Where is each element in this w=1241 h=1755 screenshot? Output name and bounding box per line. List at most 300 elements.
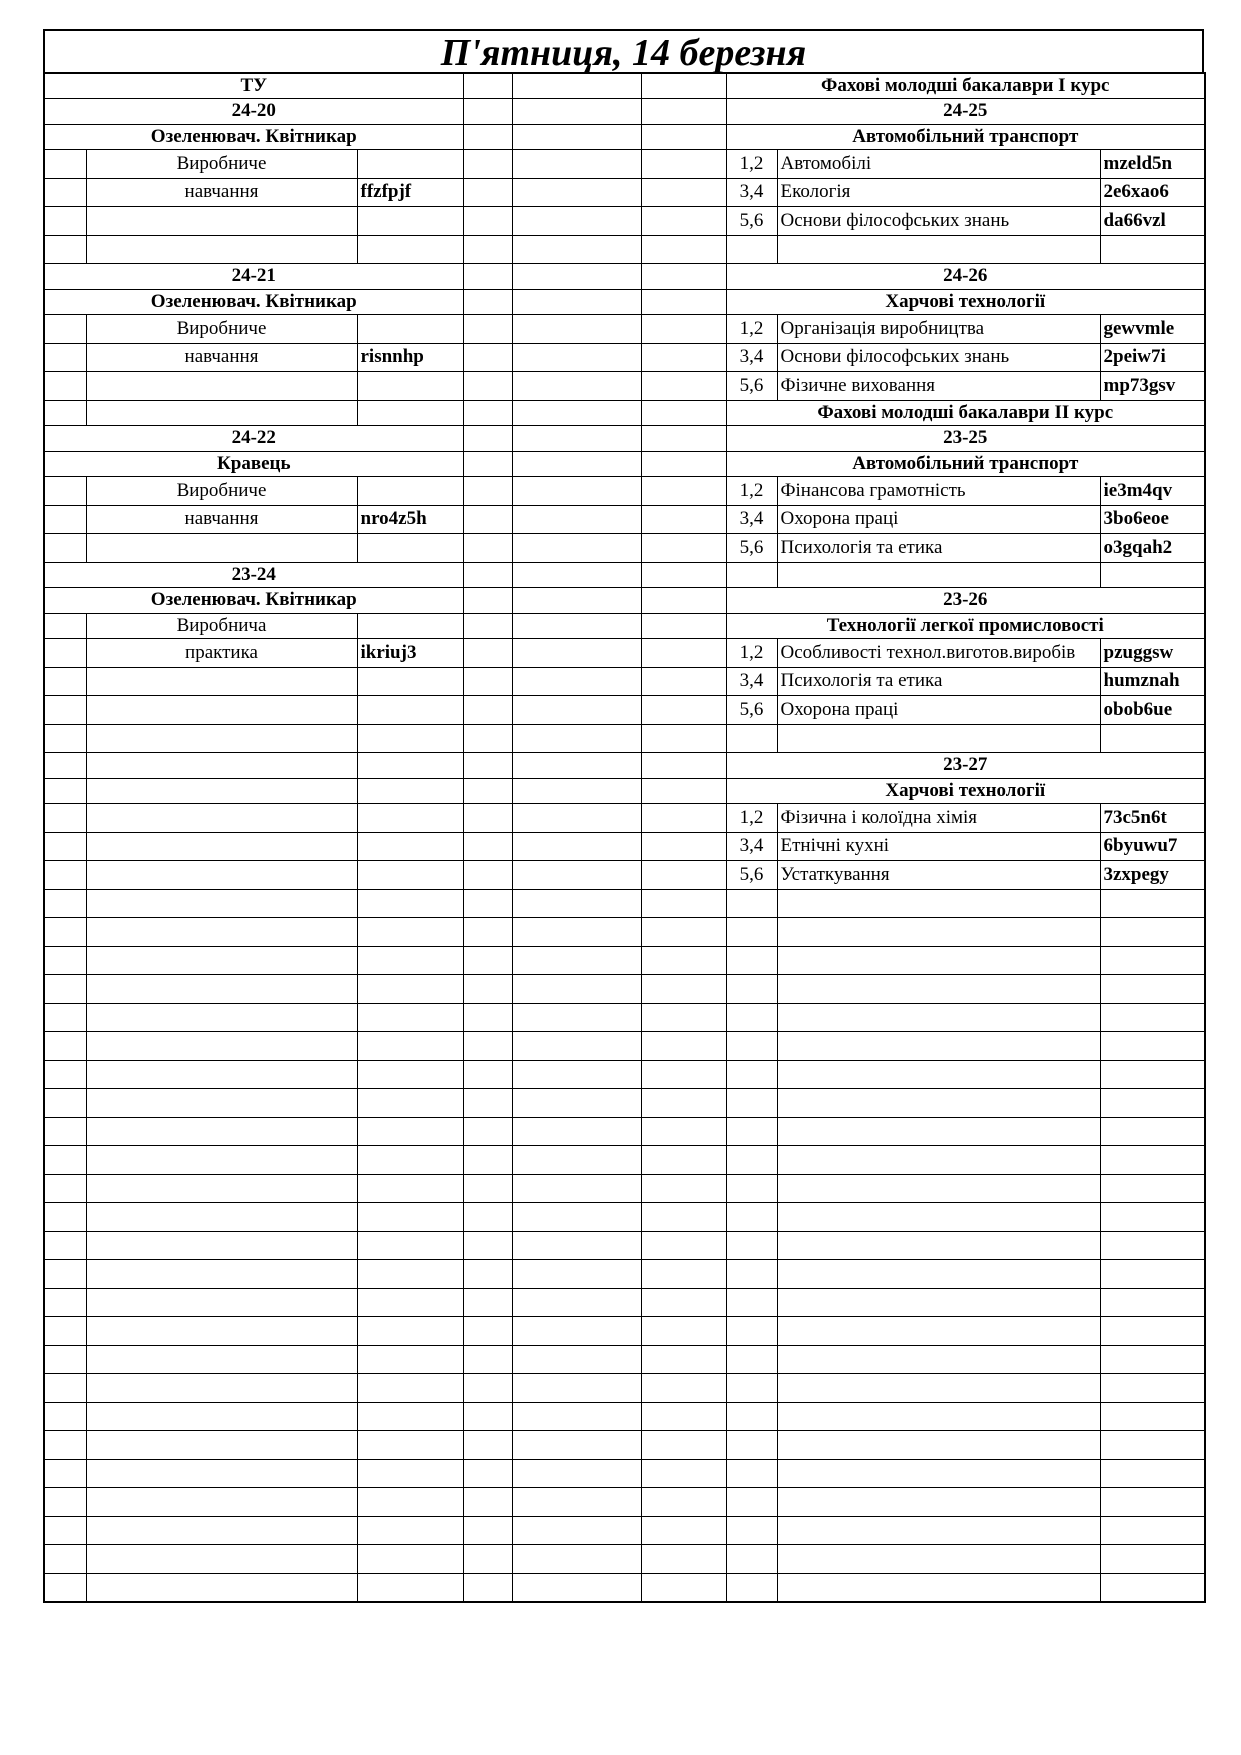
grid-cell bbox=[726, 1117, 777, 1146]
grid-cell bbox=[463, 588, 512, 614]
grid-cell bbox=[44, 343, 86, 372]
grid-cell bbox=[44, 946, 86, 975]
table-row bbox=[44, 1003, 1205, 1032]
grid-cell bbox=[641, 1231, 726, 1260]
grid-cell bbox=[1100, 1231, 1205, 1260]
grid-cell bbox=[1100, 1402, 1205, 1431]
grid-cell bbox=[512, 99, 641, 125]
course-header: Фахові молодші бакалаври ІІ курс bbox=[726, 400, 1205, 426]
practice-label: Виробниче bbox=[86, 315, 357, 344]
grid-cell bbox=[777, 1345, 1100, 1374]
grid-cell bbox=[463, 451, 512, 477]
grid-cell bbox=[641, 1488, 726, 1517]
grid-cell bbox=[44, 1345, 86, 1374]
grid-cell bbox=[1100, 1488, 1205, 1517]
grid-cell bbox=[44, 1231, 86, 1260]
grid-cell bbox=[1100, 1117, 1205, 1146]
group-specialty: Харчові технології bbox=[726, 778, 1205, 804]
grid-cell bbox=[777, 1488, 1100, 1517]
table-row bbox=[44, 505, 1205, 534]
grid-cell bbox=[641, 505, 726, 534]
grid-cell bbox=[463, 505, 512, 534]
grid-cell bbox=[357, 889, 463, 918]
subject-name: Етнічні кухні bbox=[777, 832, 1100, 861]
lesson-code: da66vzl bbox=[1100, 207, 1205, 236]
subject-name: Фінансова грамотність bbox=[777, 477, 1100, 506]
grid-cell bbox=[641, 343, 726, 372]
grid-cell bbox=[512, 1459, 641, 1488]
grid-cell bbox=[44, 639, 86, 668]
grid-cell bbox=[463, 946, 512, 975]
grid-cell bbox=[357, 1032, 463, 1061]
group-number: 23-24 bbox=[44, 562, 463, 588]
table-row bbox=[44, 1060, 1205, 1089]
grid-cell bbox=[86, 1488, 357, 1517]
grid-cell bbox=[641, 639, 726, 668]
table-row bbox=[44, 534, 1205, 563]
grid-cell bbox=[44, 1003, 86, 1032]
subject-name: Охорона праці bbox=[777, 696, 1100, 725]
grid-cell bbox=[1100, 1573, 1205, 1602]
grid-cell bbox=[641, 1203, 726, 1232]
grid-cell bbox=[512, 1174, 641, 1203]
grid-cell bbox=[86, 1089, 357, 1118]
grid-cell bbox=[463, 562, 512, 588]
grid-cell bbox=[641, 1459, 726, 1488]
table-row bbox=[44, 73, 1205, 99]
grid-cell bbox=[641, 1117, 726, 1146]
practice-code bbox=[357, 150, 463, 179]
grid-cell bbox=[463, 1488, 512, 1517]
lesson-code: 3zxpegy bbox=[1100, 861, 1205, 890]
grid-cell bbox=[726, 889, 777, 918]
grid-cell bbox=[512, 343, 641, 372]
grid-cell bbox=[44, 1060, 86, 1089]
grid-cell bbox=[512, 613, 641, 639]
grid-cell bbox=[512, 289, 641, 315]
grid-cell bbox=[357, 724, 463, 753]
lesson-code: 6byuwu7 bbox=[1100, 832, 1205, 861]
practice-code: ikriuj3 bbox=[357, 639, 463, 668]
grid-cell bbox=[463, 1260, 512, 1289]
grid-cell bbox=[641, 918, 726, 947]
table-row bbox=[44, 613, 1205, 639]
grid-cell bbox=[463, 289, 512, 315]
grid-cell bbox=[44, 804, 86, 833]
grid-cell bbox=[641, 73, 726, 99]
grid-cell bbox=[777, 1089, 1100, 1118]
grid-cell bbox=[44, 372, 86, 401]
grid-cell bbox=[463, 832, 512, 861]
grid-cell bbox=[1100, 1203, 1205, 1232]
practice-code bbox=[357, 315, 463, 344]
group-number: 23-25 bbox=[726, 426, 1205, 452]
table-row bbox=[44, 426, 1205, 452]
grid-cell bbox=[86, 1060, 357, 1089]
table-row bbox=[44, 207, 1205, 236]
grid-cell bbox=[357, 372, 463, 401]
table-row bbox=[44, 861, 1205, 890]
grid-cell bbox=[641, 124, 726, 150]
grid-cell bbox=[86, 1146, 357, 1175]
grid-cell bbox=[463, 1174, 512, 1203]
grid-cell bbox=[641, 534, 726, 563]
grid-cell bbox=[44, 753, 86, 779]
grid-cell bbox=[512, 975, 641, 1004]
grid-cell bbox=[777, 235, 1100, 264]
grid-cell bbox=[641, 477, 726, 506]
pair-number: 5,6 bbox=[726, 534, 777, 563]
grid-cell bbox=[777, 1431, 1100, 1460]
grid-cell bbox=[357, 1317, 463, 1346]
grid-cell bbox=[463, 613, 512, 639]
grid-cell bbox=[641, 1545, 726, 1574]
grid-cell bbox=[463, 534, 512, 563]
grid-cell bbox=[726, 1089, 777, 1118]
grid-cell bbox=[641, 667, 726, 696]
grid-cell bbox=[777, 1117, 1100, 1146]
grid-cell bbox=[1100, 1317, 1205, 1346]
grid-cell bbox=[512, 1260, 641, 1289]
table-row bbox=[44, 1545, 1205, 1574]
grid-cell bbox=[641, 1146, 726, 1175]
grid-cell bbox=[777, 724, 1100, 753]
grid-cell bbox=[1100, 1003, 1205, 1032]
subject-name: Автомобілі bbox=[777, 150, 1100, 179]
grid-cell bbox=[44, 918, 86, 947]
grid-cell bbox=[86, 724, 357, 753]
grid-cell bbox=[512, 588, 641, 614]
grid-cell bbox=[44, 1117, 86, 1146]
table-row bbox=[44, 1431, 1205, 1460]
grid-cell bbox=[44, 400, 86, 426]
table-row bbox=[44, 99, 1205, 125]
subject-name: Фізичне виховання bbox=[777, 372, 1100, 401]
grid-cell bbox=[463, 918, 512, 947]
table-row bbox=[44, 975, 1205, 1004]
grid-cell bbox=[463, 1345, 512, 1374]
grid-cell bbox=[512, 667, 641, 696]
grid-cell bbox=[357, 534, 463, 563]
table-row bbox=[44, 289, 1205, 315]
grid-cell bbox=[726, 1516, 777, 1545]
grid-cell bbox=[512, 1545, 641, 1574]
grid-cell bbox=[641, 804, 726, 833]
grid-cell bbox=[641, 1260, 726, 1289]
grid-cell bbox=[86, 832, 357, 861]
grid-cell bbox=[726, 1032, 777, 1061]
grid-cell bbox=[86, 534, 357, 563]
grid-cell bbox=[777, 1459, 1100, 1488]
grid-cell bbox=[777, 918, 1100, 947]
grid-cell bbox=[463, 1402, 512, 1431]
grid-cell bbox=[1100, 946, 1205, 975]
grid-cell bbox=[463, 372, 512, 401]
grid-cell bbox=[641, 1345, 726, 1374]
grid-cell bbox=[726, 562, 777, 588]
grid-cell bbox=[44, 534, 86, 563]
lesson-code: pzuggsw bbox=[1100, 639, 1205, 668]
grid-cell bbox=[357, 861, 463, 890]
table-row bbox=[44, 724, 1205, 753]
grid-cell bbox=[44, 1174, 86, 1203]
grid-cell bbox=[357, 804, 463, 833]
grid-cell bbox=[44, 1374, 86, 1403]
grid-cell bbox=[641, 753, 726, 779]
grid-cell bbox=[512, 264, 641, 290]
grid-cell bbox=[44, 150, 86, 179]
grid-cell bbox=[1100, 975, 1205, 1004]
grid-cell bbox=[777, 1174, 1100, 1203]
group-specialty: Технології легкої промисловості bbox=[726, 613, 1205, 639]
grid-cell bbox=[357, 400, 463, 426]
grid-cell bbox=[86, 753, 357, 779]
grid-cell bbox=[641, 315, 726, 344]
grid-cell bbox=[777, 1146, 1100, 1175]
table-row bbox=[44, 451, 1205, 477]
table-row bbox=[44, 264, 1205, 290]
pair-number: 3,4 bbox=[726, 667, 777, 696]
group-specialty: Кравець bbox=[44, 451, 463, 477]
grid-cell bbox=[777, 1573, 1100, 1602]
grid-cell bbox=[357, 1345, 463, 1374]
grid-cell bbox=[641, 207, 726, 236]
group-number: 24-20 bbox=[44, 99, 463, 125]
grid-cell bbox=[463, 753, 512, 779]
grid-cell bbox=[641, 1573, 726, 1602]
grid-cell bbox=[777, 562, 1100, 588]
grid-cell bbox=[463, 1060, 512, 1089]
table-row bbox=[44, 889, 1205, 918]
grid-cell bbox=[44, 1488, 86, 1517]
grid-cell bbox=[512, 1060, 641, 1089]
grid-cell bbox=[512, 861, 641, 890]
grid-cell bbox=[777, 1402, 1100, 1431]
grid-cell bbox=[641, 696, 726, 725]
grid-cell bbox=[726, 1374, 777, 1403]
table-row bbox=[44, 918, 1205, 947]
grid-cell bbox=[86, 1231, 357, 1260]
grid-cell bbox=[463, 477, 512, 506]
schedule-sheet bbox=[43, 29, 1204, 1603]
grid-cell bbox=[86, 918, 357, 947]
grid-cell bbox=[512, 235, 641, 264]
grid-cell bbox=[357, 1003, 463, 1032]
pair-number: 5,6 bbox=[726, 696, 777, 725]
grid-cell bbox=[641, 889, 726, 918]
grid-cell bbox=[726, 946, 777, 975]
grid-cell bbox=[44, 505, 86, 534]
grid-cell bbox=[357, 1459, 463, 1488]
grid-cell bbox=[726, 1431, 777, 1460]
grid-cell bbox=[86, 1174, 357, 1203]
grid-cell bbox=[641, 1402, 726, 1431]
grid-cell bbox=[1100, 1288, 1205, 1317]
grid-cell bbox=[463, 264, 512, 290]
grid-cell bbox=[44, 696, 86, 725]
grid-cell bbox=[86, 1374, 357, 1403]
lesson-code: o3gqah2 bbox=[1100, 534, 1205, 563]
grid-cell bbox=[86, 1203, 357, 1232]
grid-cell bbox=[641, 778, 726, 804]
grid-cell bbox=[463, 1459, 512, 1488]
grid-cell bbox=[726, 1260, 777, 1289]
grid-cell bbox=[512, 124, 641, 150]
grid-cell bbox=[641, 372, 726, 401]
grid-cell bbox=[44, 778, 86, 804]
table-row bbox=[44, 1146, 1205, 1175]
grid-cell bbox=[357, 1545, 463, 1574]
grid-cell bbox=[726, 235, 777, 264]
grid-cell bbox=[357, 1203, 463, 1232]
grid-cell bbox=[512, 150, 641, 179]
grid-cell bbox=[512, 477, 641, 506]
grid-cell bbox=[463, 1117, 512, 1146]
grid-cell bbox=[86, 946, 357, 975]
table-row bbox=[44, 124, 1205, 150]
grid-cell bbox=[357, 207, 463, 236]
grid-cell bbox=[1100, 1345, 1205, 1374]
grid-cell bbox=[726, 1545, 777, 1574]
grid-cell bbox=[463, 1516, 512, 1545]
grid-cell bbox=[357, 918, 463, 947]
table-row bbox=[44, 639, 1205, 668]
practice-code: risnnhp bbox=[357, 343, 463, 372]
grid-cell bbox=[641, 235, 726, 264]
grid-cell bbox=[512, 1431, 641, 1460]
pair-number: 3,4 bbox=[726, 832, 777, 861]
table-row bbox=[44, 753, 1205, 779]
grid-cell bbox=[641, 426, 726, 452]
section-header: ТУ bbox=[44, 73, 463, 99]
grid-cell bbox=[1100, 1032, 1205, 1061]
table-row bbox=[44, 400, 1205, 426]
table-row bbox=[44, 1117, 1205, 1146]
group-number: 23-26 bbox=[726, 588, 1205, 614]
group-specialty: Харчові технології bbox=[726, 289, 1205, 315]
grid-cell bbox=[641, 1174, 726, 1203]
grid-cell bbox=[512, 1345, 641, 1374]
grid-cell bbox=[463, 778, 512, 804]
grid-cell bbox=[1100, 235, 1205, 264]
group-number: 24-21 bbox=[44, 264, 463, 290]
grid-cell bbox=[44, 178, 86, 207]
course-header: Фахові молодші бакалаври І курс bbox=[726, 73, 1205, 99]
grid-cell bbox=[44, 1032, 86, 1061]
grid-cell bbox=[44, 1459, 86, 1488]
practice-label: навчання bbox=[86, 505, 357, 534]
grid-cell bbox=[357, 1231, 463, 1260]
group-number: 23-27 bbox=[726, 753, 1205, 779]
grid-cell bbox=[86, 667, 357, 696]
grid-cell bbox=[777, 1231, 1100, 1260]
grid-cell bbox=[512, 1146, 641, 1175]
grid-cell bbox=[86, 1317, 357, 1346]
grid-cell bbox=[726, 1203, 777, 1232]
grid-cell bbox=[463, 178, 512, 207]
grid-cell bbox=[44, 889, 86, 918]
subject-name: Психологія та етика bbox=[777, 534, 1100, 563]
grid-cell bbox=[86, 975, 357, 1004]
grid-cell bbox=[641, 1516, 726, 1545]
grid-cell bbox=[1100, 1459, 1205, 1488]
grid-cell bbox=[357, 832, 463, 861]
grid-cell bbox=[726, 1345, 777, 1374]
practice-label: Виробнича bbox=[86, 613, 357, 639]
grid-cell bbox=[357, 1089, 463, 1118]
table-row bbox=[44, 1089, 1205, 1118]
grid-cell bbox=[512, 505, 641, 534]
grid-cell bbox=[86, 372, 357, 401]
grid-cell bbox=[86, 1032, 357, 1061]
grid-cell bbox=[44, 1431, 86, 1460]
grid-cell bbox=[777, 889, 1100, 918]
grid-cell bbox=[463, 343, 512, 372]
grid-cell bbox=[463, 804, 512, 833]
lesson-code: 3bo6eoe bbox=[1100, 505, 1205, 534]
practice-label: Виробниче bbox=[86, 150, 357, 179]
grid-cell bbox=[357, 1431, 463, 1460]
table-row bbox=[44, 1402, 1205, 1431]
grid-cell bbox=[641, 1060, 726, 1089]
group-specialty: Автомобільний транспорт bbox=[726, 451, 1205, 477]
grid-cell bbox=[357, 1174, 463, 1203]
grid-cell bbox=[44, 1089, 86, 1118]
grid-cell bbox=[726, 1288, 777, 1317]
grid-cell bbox=[357, 1516, 463, 1545]
grid-cell bbox=[44, 832, 86, 861]
grid-cell bbox=[1100, 1374, 1205, 1403]
grid-cell bbox=[463, 315, 512, 344]
table-row bbox=[44, 1260, 1205, 1289]
grid-cell bbox=[44, 1288, 86, 1317]
table-row bbox=[44, 1488, 1205, 1517]
lesson-code: 73c5n6t bbox=[1100, 804, 1205, 833]
grid-cell bbox=[86, 1117, 357, 1146]
grid-cell bbox=[512, 372, 641, 401]
grid-cell bbox=[86, 861, 357, 890]
grid-cell bbox=[357, 696, 463, 725]
grid-cell bbox=[463, 1032, 512, 1061]
pair-number: 5,6 bbox=[726, 372, 777, 401]
subject-name: Психологія та етика bbox=[777, 667, 1100, 696]
table-row bbox=[44, 946, 1205, 975]
table-row bbox=[44, 1174, 1205, 1203]
grid-cell bbox=[463, 73, 512, 99]
lesson-code: obob6ue bbox=[1100, 696, 1205, 725]
table-row bbox=[44, 1573, 1205, 1602]
grid-cell bbox=[641, 150, 726, 179]
table-row bbox=[44, 562, 1205, 588]
grid-cell bbox=[463, 124, 512, 150]
grid-cell bbox=[357, 975, 463, 1004]
table-row bbox=[44, 372, 1205, 401]
grid-cell bbox=[777, 1288, 1100, 1317]
grid-cell bbox=[641, 975, 726, 1004]
grid-cell bbox=[512, 946, 641, 975]
subject-name: Організація виробництва bbox=[777, 315, 1100, 344]
practice-label: навчання bbox=[86, 178, 357, 207]
grid-cell bbox=[641, 451, 726, 477]
grid-cell bbox=[86, 1459, 357, 1488]
subject-name: Основи філософських знань bbox=[777, 207, 1100, 236]
grid-cell bbox=[726, 1174, 777, 1203]
grid-cell bbox=[512, 889, 641, 918]
grid-cell bbox=[44, 315, 86, 344]
grid-cell bbox=[86, 235, 357, 264]
grid-cell bbox=[86, 1545, 357, 1574]
grid-cell bbox=[512, 315, 641, 344]
